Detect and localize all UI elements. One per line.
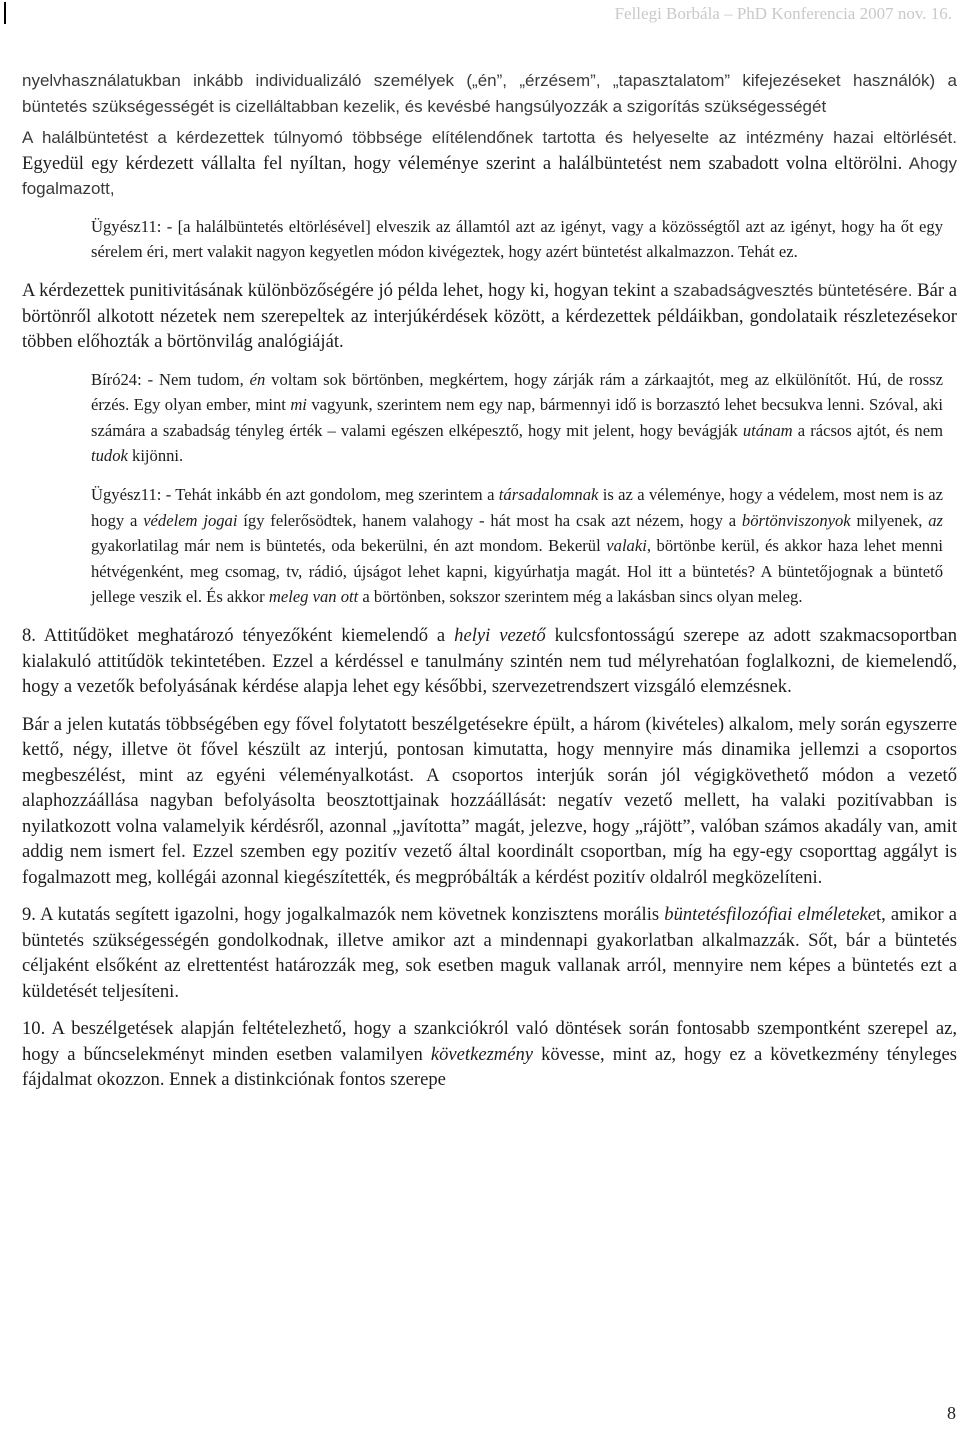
quote-text: a börtönben, sokszor szerintem még a lakásban sincs olyan meleg.: [358, 587, 803, 607]
paragraph-text: kulcsfontosságú szerepe az adott szakmacsoportban kialakuló attitűdök tekintetében. Ezzel a kérdéssel e tanulmány szintén nem tud mélyrehatóan foglalkozni, de kiemelendő, hogy a vezetők befolyásának kérdése alapja lehet egy későbbi, szervezetrendszert vizsgáló elemzésnek.: [22, 625, 957, 698]
quote-text: voltam sok börtönben, megkértem, hogy zárják rám a zárkaajtót, meg az elkülönítőt. Hú, de rossz érzés. Egy olyan ember, mint: [91, 369, 943, 415]
paragraph-text: kövesse, mint az, hogy ez a következmény tényleges fájdalmat okozzon. Ennek a distinkciónak fontos szerepe: [22, 1043, 957, 1091]
paragraph-8-local-leader: [22, 623, 957, 700]
quote-emphasis: börtönviszonyok: [741, 510, 851, 530]
quote-emphasis: meleg van ott: [268, 587, 359, 607]
quote-emphasis: én: [249, 369, 266, 389]
paragraph-individualizing: nyelvhasználatukban inkább individualizáló személyek („én”, „érzésem”, „tapasztalatom” kifejezéseket használók) a büntetés szükségességét is cizelláltabban kezelik, és kevésbé hangsúlyozzák a szigorítás szükségességét: [22, 71, 957, 116]
quote-text: a rácsos ajtót, és nem: [792, 420, 944, 440]
page-number: 8: [947, 1403, 956, 1423]
quote-text: gyakorlatilag már nem is büntetés, oda bekerülni, én azt mondom. Bekerül: [91, 536, 607, 556]
paragraph-group-interviews: Bár a jelen kutatás többségében egy fővel folytatott beszélgetésekre épült, a három (kivételes) alkalom, mely során egyszerre kettő, négy, illetve öt fővel készült az interjú, pontosan kimutatta, hogy mennyire más dinamika jellemzi a csoportos megbeszélést, mint az egyéni véleményalkotást. A csoportos interjúk során jól végigkövethető módon a vezető alaphozzáállása nagyban befolyásolta beosztottjainak hozzáállását: negatív vezető mellett, ha valaki pozitívabban is nyilatkozott volna valamelyik kérdésről, azonnal „javította” magát, jelezve, hogy „rájött”, valóban számos akadály van, amit addig nem ismert fel. Ezzel szemben egy pozitív vezető által koordinált csoportban, míg ha egy-egy csoporttag aggályt is fogalmazott meg, kollégái azonnal kiegészítették, és megpróbálták a kérdést pozitív oldalról megközelíteni.: [22, 713, 957, 888]
quote-text: milyenek,: [850, 510, 929, 530]
quote-prosecutor-prison: [91, 482, 943, 609]
quote-text: Ügyész11: - Tehát inkább én azt gondolom, meg szerintem a: [91, 485, 499, 505]
quote-text: így felerősödtek, hanem valahogy - hát most ha csak azt nézem, hogy a: [237, 510, 742, 530]
paragraph-text: 10. A beszélgetések alapján feltételezhető, hogy a szankciókról való döntések során fontosabb szempontként szerepel az, hogy a bűncselekményt minden esetben valamilyen: [22, 1018, 957, 1065]
paragraph-emphasis: következmény: [430, 1043, 534, 1065]
quote-emphasis: az: [928, 510, 943, 530]
quote-emphasis: utánam: [742, 420, 793, 440]
punitivity-lead: A kérdezettek punitivitásának különbözőségére jó példa lehet, hogy ki, hogyan tekint a: [22, 280, 669, 302]
quote-emphasis: társadalomnak: [498, 485, 599, 505]
quote-text: is az a véleménye, hogy a védelem, most nem is az hogy a: [91, 485, 943, 530]
quote-emphasis: védelem jogai: [143, 510, 238, 530]
running-header: Fellegi Borbála – PhD Konferencia 2007 nov. 16.: [614, 4, 952, 23]
death-penalty-tail: Ahogy fogalmazott,: [22, 153, 957, 198]
paragraph-text: 8. Attitűdöket meghatározó tényezőként kiemelendő a: [22, 625, 455, 647]
death-penalty-serif: Egyedül egy kérdezett vállalta fel nyíltan, hogy véleménye szerint a halálbüntetést nem szabadott volna eltörölni.: [22, 152, 903, 174]
paragraph-text: t, amikor a büntetés szükségességén gondolkodnak, illetve amikor azt a mindennapi gyakorlatban alkalmazzák. Sőt, bár a büntetés céljaként elsőként az elrettentést határozzák meg, sok esetben maguk vallanak arról, mennyire nem képes a büntetés ezt a küldetését teljesíteni.: [22, 904, 957, 1002]
death-penalty-lead: A halálbüntetést a kérdezettek túlnyomó többsége elítélendőnek tartotta és helyeselte az intézmény hazai eltörlését.: [22, 128, 957, 147]
quote-judge-prison: [91, 367, 943, 469]
paragraph-emphasis: helyi vezető: [454, 625, 546, 647]
quote-emphasis: valaki: [606, 536, 647, 556]
quote-prosecutor-death-penalty: Ügyész11: - [a halálbüntetés eltörlésével] elveszik az államtól azt az igényt, vagy a közösségtől azt az igényt, hogy ha őt egy sérelem éri, mert valakit nagyon kegyetlen módon kivégeztek, hogy azért büntetést alkalmazzon. Tehát ez.: [91, 216, 943, 261]
punitivity-rest: Bár a börtönről alkotott nézetek nem szerepeltek az interjúkérdések között, a kérdezettek példáikban, gondolataik részletezésekor többen előhozták a börtönvilág analógiáját.: [22, 280, 957, 353]
text-cursor: [4, 2, 6, 24]
quote-text: Bíró24: - Nem tudom,: [91, 369, 250, 389]
quote-emphasis: mi: [290, 395, 307, 415]
paragraph-9-punishment-philosophy: [22, 902, 957, 1004]
quote-text: kijönni.: [127, 446, 184, 466]
paragraph-emphasis: büntetésfilozófiai elméleteke: [664, 904, 876, 926]
paragraph-punitivity: [22, 278, 957, 355]
page-body: [22, 68, 957, 1093]
quote-emphasis: tudok: [91, 446, 128, 466]
paragraph-text: 9. A kutatás segített igazolni, hogy jogalkalmazók nem követnek konzisztens morális: [22, 904, 665, 926]
quote-text: , börtönbe kerül, és akkor haza lehet menni hétvégenként, meg csomag, tv, rádió, újságot lehet kapni, kigyúrhatja magát. Hol itt a büntetés? A büntetőjognak a büntető jellege veszik el. És akkor: [91, 536, 943, 607]
paragraph-death-penalty: [22, 125, 957, 202]
punitivity-sans: szabadságvesztés büntetésére.: [673, 281, 913, 301]
quote-text: vagyunk, szerintem nem egy nap, bármennyi idő is borzasztó lehet becsukva lenni. Szóval, aki számára a szabadság tényleg érték – valami egészen elképesztő, hogy mit jelent, hogy bevágják: [91, 395, 943, 440]
paragraph-10-consequences: [22, 1016, 957, 1093]
